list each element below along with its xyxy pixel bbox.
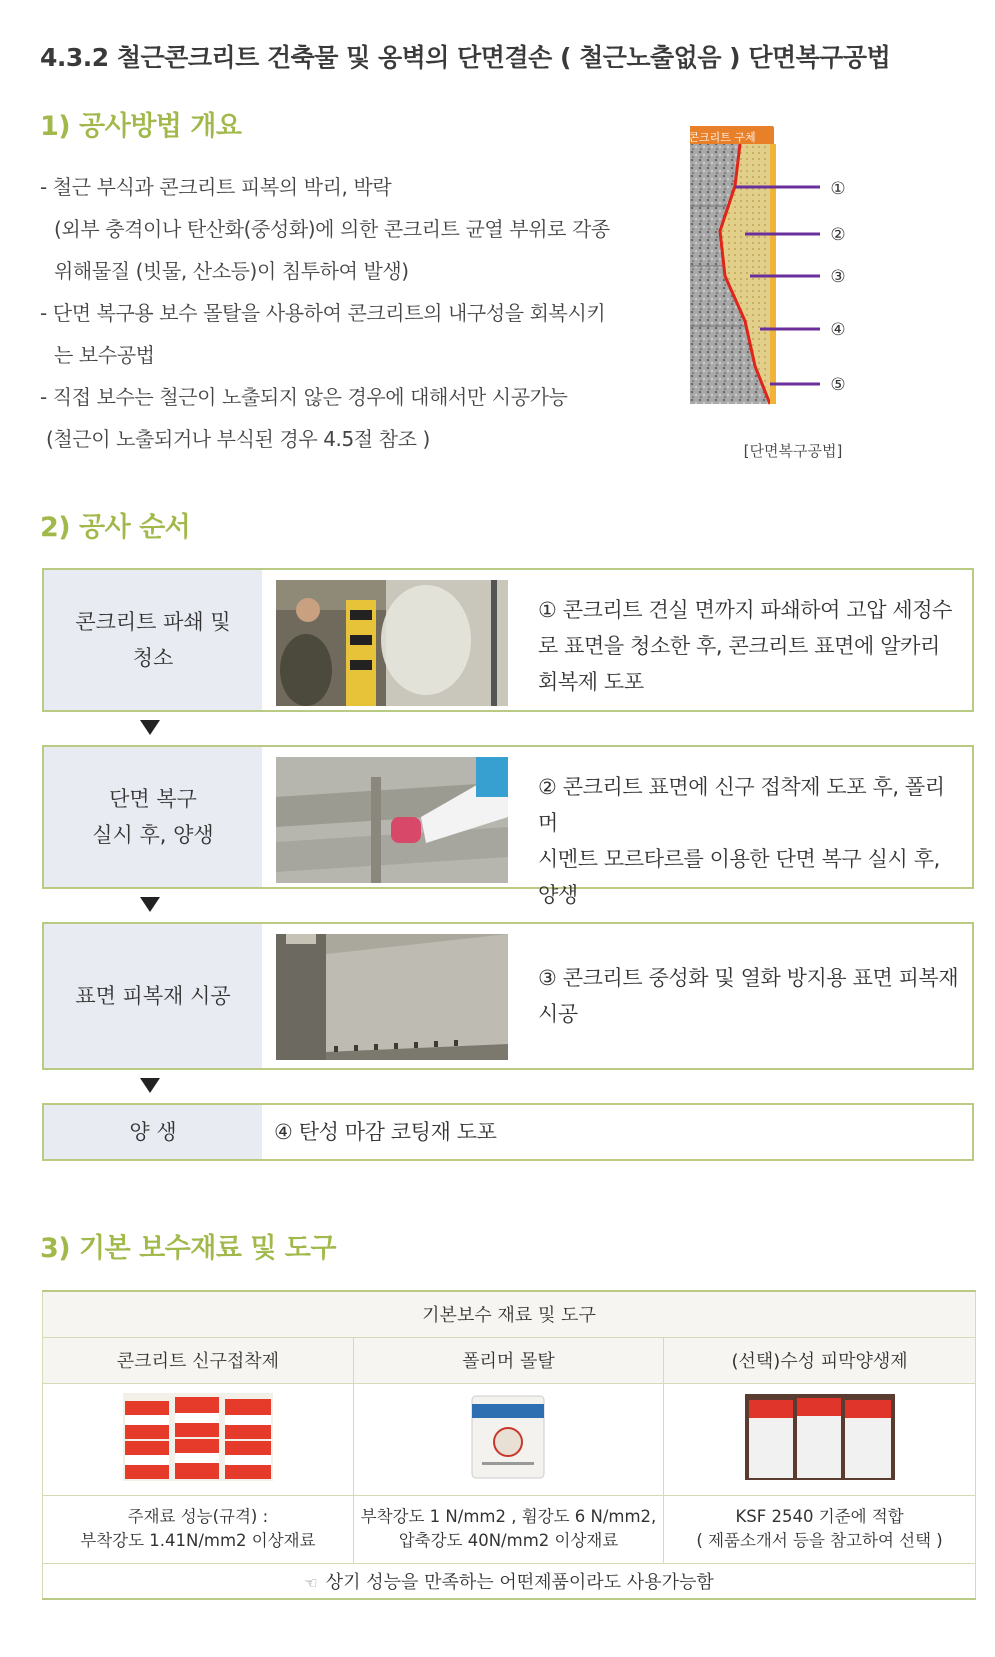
spec-cell: KSF 2540 기준에 적합 ( 제품소개서 등을 참고하여 선택 ) (664, 1495, 976, 1563)
step-card-4 (42, 1103, 974, 1161)
step-card-1 (42, 568, 974, 712)
table-header: 폴리머 몰탈 (353, 1337, 663, 1383)
step-description: ② 콘크리트 표면에 신구 접착제 도포 후, 폴리머 시멘트 모르타르를 이용한 단면 복구 실시 후, 양생 (538, 775, 945, 907)
spec-cell: 주재료 성능(규격) : 부착강도 1.41N/mm2 이상재료 (43, 1495, 354, 1563)
table-caption-row (43, 1291, 976, 1337)
curing-agent-image (745, 1394, 895, 1480)
table-caption: 기본보수 재료 및 도구 (43, 1291, 976, 1337)
step-label: 단면 복구 실시 후, 양생 (44, 747, 262, 887)
step-photo-demolition (276, 580, 508, 706)
spec-cell: 부착강도 1 N/mm2 , 휨강도 6 N/mm2, 압축강도 40N/mm2 이상재료 (353, 1495, 663, 1563)
overview-line: - 직접 보수는 철근이 노출되지 않은 경우에 대해서만 시공가능 (40, 385, 568, 409)
section-repair-diagram (690, 126, 930, 466)
table-note: 상기 성능을 만족하는 어떤제품이라도 사용가능함 (325, 1571, 714, 1593)
materials-table (42, 1290, 976, 1600)
overview-line: 위해물질 (빗물, 산소등)이 침투하여 발생) (54, 259, 409, 283)
step-photo-patching (276, 757, 508, 883)
table-header: 콘크리트 신구접착제 (43, 1337, 354, 1383)
table-note-row (43, 1563, 976, 1599)
step-label: 콘크리트 파쇄 및 청소 (44, 570, 262, 710)
down-arrow-icon (140, 720, 160, 735)
marker-1: ① (830, 179, 846, 199)
overview-text (40, 166, 680, 460)
marker-5: ⑤ (830, 375, 846, 395)
table-header: (선택)수성 피막양생제 (664, 1337, 976, 1383)
table-header-row (43, 1337, 976, 1383)
overview-line: 는 보수공법 (54, 343, 155, 367)
step-label: 양 생 (44, 1105, 262, 1159)
product-image-cell (353, 1383, 663, 1495)
diagram-svg (690, 126, 930, 466)
overview-line: (철근이 노출되거나 부식된 경우 4.5절 참조 ) (46, 427, 430, 451)
step-card-3 (42, 922, 974, 1070)
marker-3: ③ (830, 267, 846, 287)
overview-line: (외부 충격이나 탄산화(중성화)에 의한 콘크리트 균열 부위로 각종 (54, 217, 610, 241)
pointing-hand-icon: ☜ (304, 1573, 318, 1592)
table-image-row (43, 1383, 976, 1495)
step-description: ④ 탄성 마감 코팅재 도포 (274, 1120, 497, 1144)
step-description: ① 콘크리트 견실 면까지 파쇄하여 고압 세정수 로 표면을 청소한 후, 콘크리트 표면에 알카리 회복제 도포 (538, 598, 953, 694)
marker-4: ④ (830, 320, 846, 340)
step-photo-coating (276, 934, 508, 1060)
adhesive-buckets-image (123, 1393, 273, 1481)
product-image-cell (43, 1383, 354, 1495)
product-image-cell (664, 1383, 976, 1495)
section-heading-overview: 1) 공사방법 개요 (40, 111, 242, 142)
page-title: 4.3.2 철근콘크리트 건축물 및 옹벽의 단면결손 ( 철근노출없음 ) 단면복구공법 (40, 43, 891, 72)
down-arrow-icon (140, 1078, 160, 1093)
mortar-bag-image (468, 1392, 548, 1482)
table-spec-row (43, 1495, 976, 1563)
step-label: 표면 피복재 시공 (44, 924, 262, 1068)
section-heading-procedure: 2) 공사 순서 (40, 512, 191, 543)
section-heading-materials: 3) 기본 보수재료 및 도구 (40, 1233, 336, 1264)
marker-2: ② (830, 225, 846, 245)
down-arrow-icon (140, 897, 160, 912)
step-card-2 (42, 745, 974, 907)
overview-line: - 단면 복구용 보수 몰탈을 사용하여 콘크리트의 내구성을 회복시키 (40, 301, 606, 325)
overview-line: - 철근 부식과 콘크리트 피복의 박리, 박락 (40, 175, 392, 199)
table-note-cell (43, 1563, 976, 1599)
diagram-caption: [단면복구공법] (743, 442, 843, 460)
diagram-tag: 콘크리트 구체 (690, 131, 756, 144)
step-description: ③ 콘크리트 중성화 및 열화 방지용 표면 피복재 시공 (538, 966, 959, 1026)
